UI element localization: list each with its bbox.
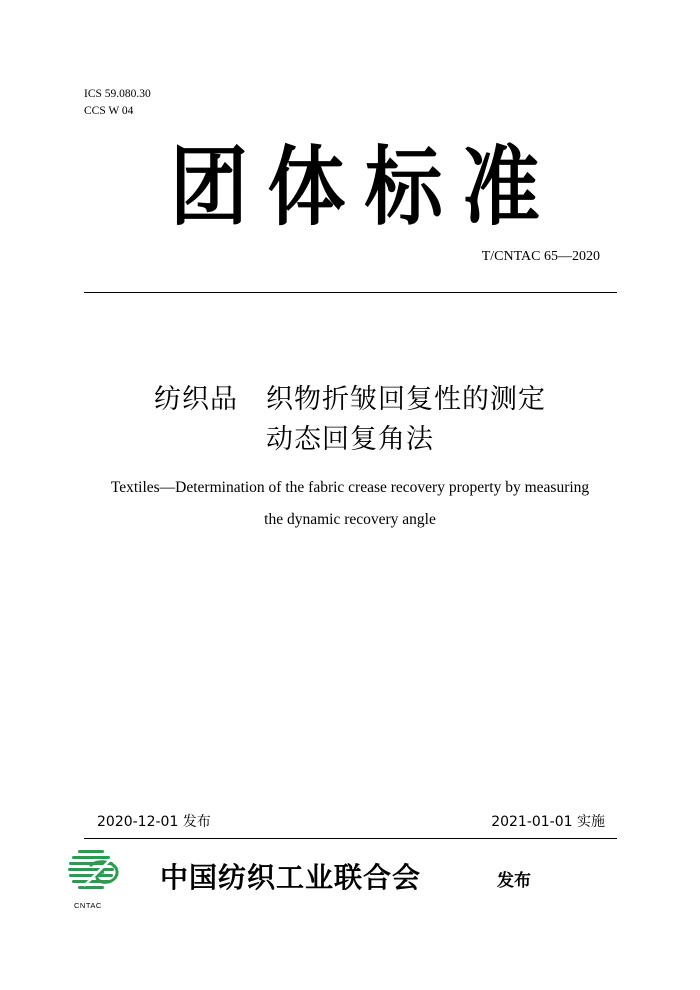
english-title-line2: the dynamic recovery angle [264,511,436,528]
ics-code: ICS 59.080.30 [84,88,151,100]
top-divider [84,292,617,293]
issuer-name: 中国纺织工业联合会 [160,861,422,894]
title-char: 团 [170,137,249,238]
document-type-title [170,138,540,238]
logo-text: CNTAC [74,901,102,910]
chinese-title-line2: 动态回复角法 [266,424,434,455]
standard-number: T/CNTAC 65—2020 [481,249,600,264]
title-char: 标 [364,137,443,238]
title-char: 准 [461,137,540,238]
cntac-logo-icon [66,846,122,896]
title-char: 体 [267,137,346,238]
bottom-divider [84,838,617,839]
issuer-suffix: 发布 [497,871,531,891]
chinese-title-line1: 纺织品 织物折皱回复性的测定 [154,384,546,415]
implement-date: 2021-01-01 实施 [491,814,605,830]
classification-codes [84,86,151,120]
publish-date: 2020-12-01 发布 [97,814,211,830]
ccs-code: CCS W 04 [84,105,134,117]
english-title-line1: Textiles—Determination of the fabric crease recovery property by measuring [110,479,590,496]
